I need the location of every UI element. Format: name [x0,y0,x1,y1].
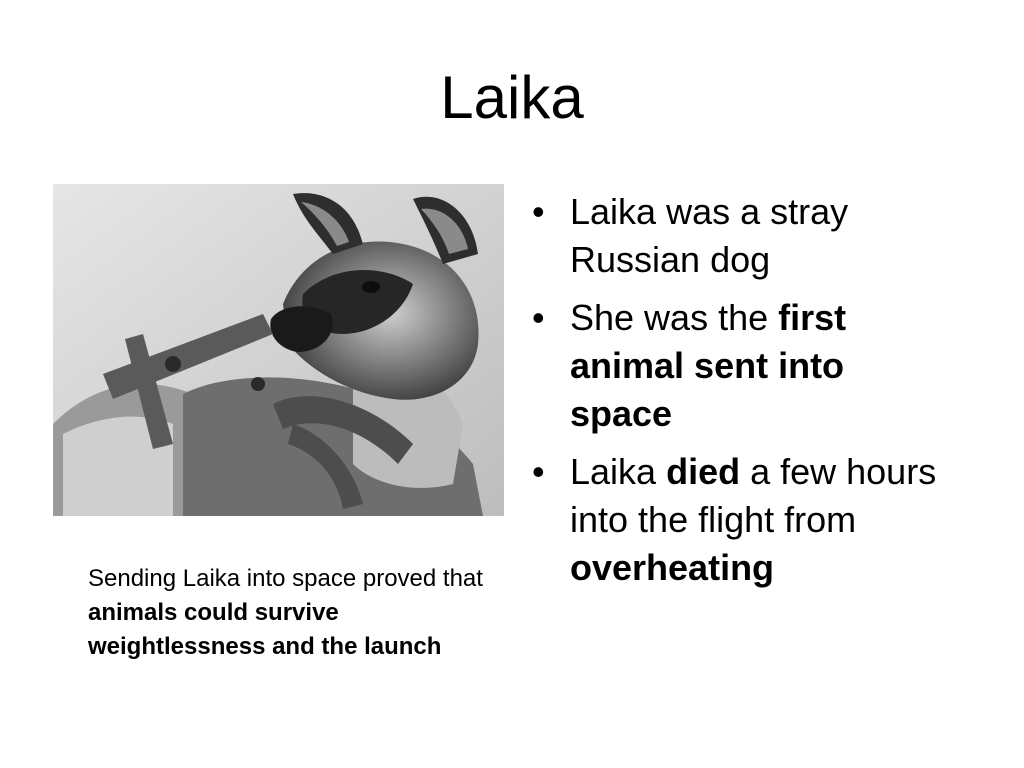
bullet-text: Laika [570,451,667,492]
bullet-item [530,448,950,592]
bullet-text: She was the [570,297,779,338]
caption-text: Sending Laika into space proved that [88,565,483,592]
bullet-emphasis: first animal sent into space [570,297,847,434]
caption-emphasis: animals could survive weightlessness and the launch [88,599,442,660]
bullet-item [530,188,950,284]
laika-photo [53,184,504,516]
bullet-emphasis: overheating [570,547,775,588]
photo-caption [88,562,488,664]
bullet-list [530,188,950,602]
bullet-dot-icon: • [532,191,545,232]
bullet-dot-icon: • [532,297,545,338]
bullet-text: a few hours into the flight from [570,451,937,540]
bullet-emphasis: died [666,451,741,492]
bullet-dot-icon: • [532,451,545,492]
slide-title: Laika [440,64,584,131]
bullet-text: Laika was a stray Russian dog [570,191,849,280]
bullet-item [530,294,950,438]
